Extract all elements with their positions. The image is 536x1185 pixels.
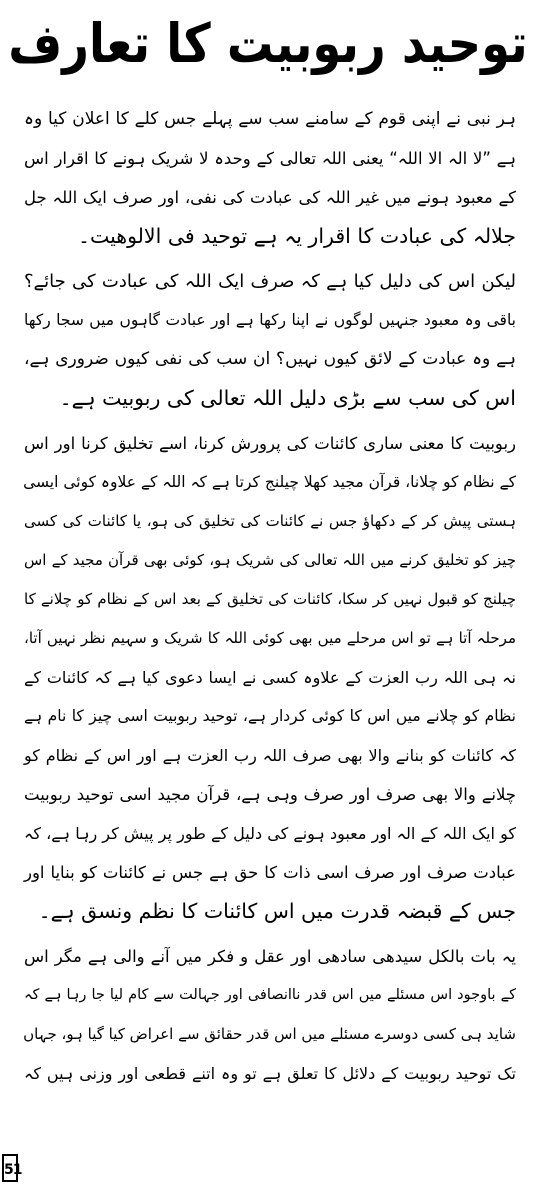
text-line: مرحلہ آتا ہے تو اس مرحلے میں بھی کوئی اللہ کا شریک و سہیم نظر نہیں آتا، <box>24 629 516 647</box>
text-line: کے نظام کو چلانا، قرآن مجید کھلا چیلنج کرتا ہے کہ اللہ کے علاوہ کوئی ایسی <box>23 473 516 491</box>
text-line: اس کی سب سے بڑی دلیل اللہ تعالی کی ربوبیت ہے۔ <box>59 386 516 410</box>
article-body <box>24 100 516 1093</box>
paragraph-4 <box>24 937 516 1093</box>
text-line: جلالہ کی عبادت کا اقرار یہ ہے توحید فی الالوھیت۔ <box>77 224 516 248</box>
paragraph-2 <box>24 262 516 418</box>
text-line: یہ بات بالکل سیدھی سادھی اور عقل و فکر میں آنے والی ہے مگر اس <box>24 947 516 966</box>
text-line: تک توحید ربوبیت کے دلائل کا تعلق ہے تو وہ اتنے قطعی اور وزنی ہیں کہ <box>24 1064 516 1083</box>
text-line: کے معبود ہونے میں غیر اللہ کی عبادت کی نفی، اور صرف ایک اللہ جل <box>24 188 516 207</box>
paragraph-1 <box>24 100 516 256</box>
text-line: جس کے قبضہ قدرت میں اس کائنات کا نظم ونسق ہے۔ <box>38 899 516 923</box>
text-line: کہ کائنات کو بنانے والا بھی صرف اللہ رب العزت ہے اور اس کے نظام کو <box>24 746 516 765</box>
text-line: ہے وہ عبادت کے لائق کیوں نہیں؟ ان سب کی نفی کیوں ضروری ہے، <box>24 349 516 369</box>
text-line: چیز کو تخلیق کرنے میں اللہ تعالی کی شریک ہو، کوئی بھی قرآن مجید کے اس <box>24 551 516 569</box>
page-number: 51 <box>2 1154 18 1182</box>
text-line: نہ ہی اللہ رب العزت کے علاوہ کسی نے ایسا دعوی کیا ہے کہ کائنات کے <box>24 668 516 687</box>
text-line: کے باوجود اس مسئلے میں اس قدر ناانصافی اور جہالت سے کام لیا جا رہا ہے کہ <box>24 987 516 1003</box>
text-line: لیکن اس کی دلیل کیا ہے کہ صرف ایک اللہ کی عبادت کی جائے؟ <box>24 271 516 292</box>
page-title: توحید ربوبیت کا تعارف <box>8 12 528 75</box>
text-line: چیلنج کو قبول نہیں کر سکا، کائنات کی تخلیق کے بعد اس کے نظام کو چلانے کا <box>24 590 516 608</box>
text-line: نظام کو چلانے میں اس کا کوئی کردار ہے، توحید ربوبیت اسی چیز کا نام ہے <box>24 707 516 725</box>
text-line: ہر نبی نے اپنی قوم کے سامنے سب سے پہلے جس کلے کا اعلان کیا وہ <box>24 109 516 129</box>
paragraph-3 <box>24 424 516 931</box>
text-line: ربوبیت کا معنی ساری کائنات کی پرورش کرنا، اسے تخلیق کرنا اور اس <box>24 434 516 453</box>
text-line: باقی وہ معبود جنہیں لوگوں نے اپنا رکھا ہے اور عبادت گاہوں میں سجا رکھا <box>24 311 516 329</box>
text-line: کو ایک اللہ کے الہ اور معبود ہونے کی دلیل کے طور پر پیش کر رہا ہے، کہ <box>24 824 516 843</box>
text-line: عبادت صرف اور صرف اسی ذات کا حق ہے جس نے کائنات کو بنایا اور <box>24 863 516 882</box>
text-line: شاید ہی کسی دوسرے مسئلے میں اس قدر حقائق سے اعراض کیا گیا ہو، جہاں <box>23 1025 516 1043</box>
text-line: ہستی پیش کر کے دکھاؤ جس نے کائنات کی تخلیق کی ہو، یا کائنات کی کسی <box>24 512 516 530</box>
text-line: ہے ”لا الہ الا اللہ“ یعنی اللہ تعالی کے وحدہ لا شریک ہونے کا اقرار اس <box>24 149 516 168</box>
text-line: چلانے والا بھی صرف اور صرف وہی ہے، قرآن مجید اسی توحید ربوبیت <box>24 785 516 804</box>
